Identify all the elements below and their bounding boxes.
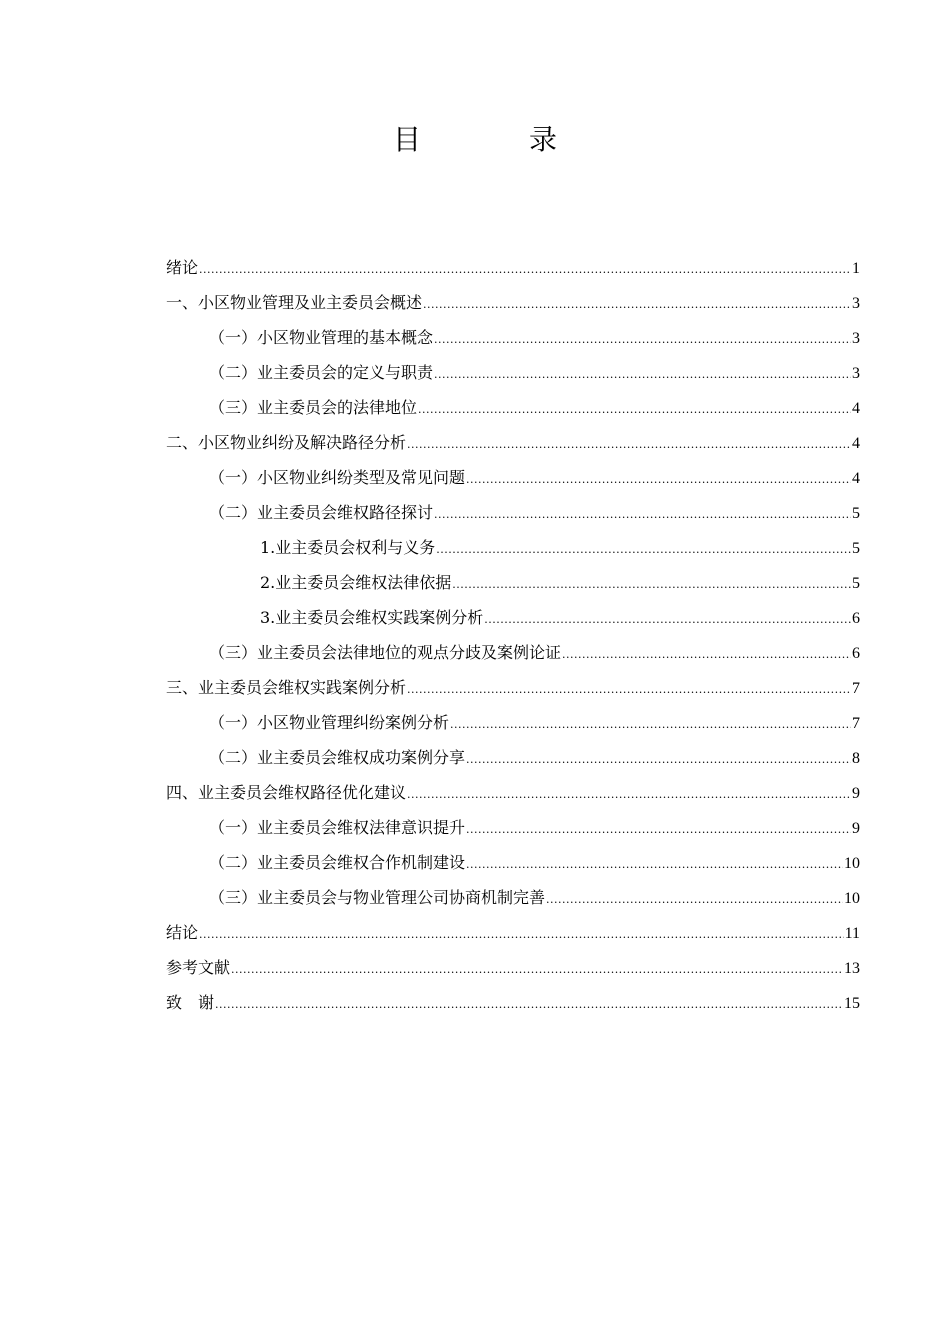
toc-entry[interactable] <box>166 845 860 880</box>
toc-entry-label: （三）业主委员会的法律地位 <box>209 398 418 417</box>
toc-page-number: 5 <box>852 540 860 557</box>
toc-entry[interactable] <box>166 565 860 600</box>
toc-entry-label: 二、小区物业纠纷及解决路径分析 <box>166 433 407 452</box>
toc-page-number: 7 <box>852 680 860 697</box>
toc-entry[interactable] <box>166 250 860 285</box>
toc-entry[interactable] <box>166 705 860 740</box>
toc-entry[interactable] <box>166 390 860 425</box>
toc-entry-label: （二）业主委员会维权成功案例分享 <box>209 748 466 767</box>
toc-dot-leader <box>434 497 851 532</box>
toc-page-number: 5 <box>852 575 860 592</box>
toc-dot-leader <box>562 637 851 672</box>
toc-page-number: 3 <box>852 295 860 312</box>
page-title: 目 录 <box>392 123 597 156</box>
toc-entry-label: 结论 <box>166 923 199 942</box>
toc-dot-leader <box>450 707 851 742</box>
toc-dot-leader <box>434 322 851 357</box>
toc-entry-label: 2.业主委员会维权法律依据 <box>260 573 452 592</box>
toc-entry[interactable] <box>166 740 860 775</box>
toc-entry-label: （一）小区物业纠纷类型及常见问题 <box>209 468 466 487</box>
toc-entry[interactable] <box>166 670 860 705</box>
toc-entry-label: 参考文献 <box>166 958 231 977</box>
toc-dot-leader <box>434 357 851 392</box>
toc-page-number: 4 <box>852 470 860 487</box>
toc-dot-leader <box>418 392 851 427</box>
toc-entry[interactable] <box>166 320 860 355</box>
toc-dot-leader <box>466 742 851 777</box>
toc-entry[interactable] <box>166 530 860 565</box>
toc-entry-label: （三）业主委员会与物业管理公司协商机制完善 <box>209 888 546 907</box>
toc-page-number: 5 <box>852 505 860 522</box>
toc-entry-label: 致 谢 <box>166 993 215 1012</box>
toc-dot-leader <box>466 847 843 882</box>
toc-page-number: 11 <box>844 925 860 942</box>
toc-page-number: 6 <box>852 610 860 627</box>
toc-dot-leader <box>407 427 851 462</box>
toc-entry[interactable] <box>166 600 860 635</box>
toc-entry-label: 四、业主委员会维权路径优化建议 <box>166 783 407 802</box>
toc-dot-leader <box>407 672 851 707</box>
toc-entry[interactable] <box>166 495 860 530</box>
toc-entry[interactable] <box>166 880 860 915</box>
toc-page-number: 15 <box>844 995 860 1012</box>
toc-entry-label: （一）小区物业管理的基本概念 <box>209 328 434 347</box>
toc-page-number: 10 <box>844 890 860 907</box>
toc-entry[interactable] <box>166 985 860 1020</box>
toc-dot-leader <box>546 882 843 917</box>
toc-dot-leader <box>199 917 844 952</box>
toc-entry-label: （一）业主委员会维权法律意识提升 <box>209 818 466 837</box>
toc-entry[interactable] <box>166 355 860 390</box>
toc-entry-label: （三）业主委员会法律地位的观点分歧及案例论证 <box>209 643 562 662</box>
toc-dot-leader <box>466 462 851 497</box>
toc-entry-label: （二）业主委员会维权合作机制建设 <box>209 853 466 872</box>
toc-entry[interactable] <box>166 775 860 810</box>
toc-page-number: 9 <box>852 820 860 837</box>
toc-entry[interactable] <box>166 285 860 320</box>
toc-entry-label: 绪论 <box>166 258 199 277</box>
toc-page-number: 9 <box>852 785 860 802</box>
toc-dot-leader <box>466 812 851 847</box>
toc-page-number: 8 <box>852 750 860 767</box>
toc-entry-label: （二）业主委员会维权路径探讨 <box>209 503 434 522</box>
toc-entry-label: 3.业主委员会维权实践案例分析 <box>260 608 484 627</box>
toc-entry-label: 三、业主委员会维权实践案例分析 <box>166 678 407 697</box>
toc-page-number: 3 <box>852 365 860 382</box>
toc-dot-leader <box>423 287 851 322</box>
toc-entry[interactable] <box>166 635 860 670</box>
toc-page-number: 7 <box>852 715 860 732</box>
toc-dot-leader <box>484 602 851 637</box>
toc-entry-label: 一、小区物业管理及业主委员会概述 <box>166 293 423 312</box>
toc-page-number: 13 <box>844 960 860 977</box>
toc-entry[interactable] <box>166 950 860 985</box>
toc-entry[interactable] <box>166 460 860 495</box>
toc-dot-leader <box>199 252 851 287</box>
toc-dot-leader <box>452 567 851 602</box>
toc-entry-label: （一）小区物业管理纠纷案例分析 <box>209 713 450 732</box>
toc-page-number: 3 <box>852 330 860 347</box>
table-of-contents <box>166 250 860 1020</box>
toc-page-number: 4 <box>852 400 860 417</box>
toc-page-number: 6 <box>852 645 860 662</box>
toc-entry-label: 1.业主委员会权利与义务 <box>260 538 436 557</box>
toc-entry[interactable] <box>166 425 860 460</box>
toc-dot-leader <box>436 532 851 567</box>
toc-page-number: 10 <box>844 855 860 872</box>
toc-entry[interactable] <box>166 810 860 845</box>
toc-dot-leader <box>407 777 851 812</box>
toc-entry-label: （二）业主委员会的定义与职责 <box>209 363 434 382</box>
toc-dot-leader <box>215 987 843 1022</box>
toc-dot-leader <box>231 952 843 987</box>
toc-page-number: 1 <box>852 260 860 277</box>
toc-entry[interactable] <box>166 915 860 950</box>
toc-page-number: 4 <box>852 435 860 452</box>
